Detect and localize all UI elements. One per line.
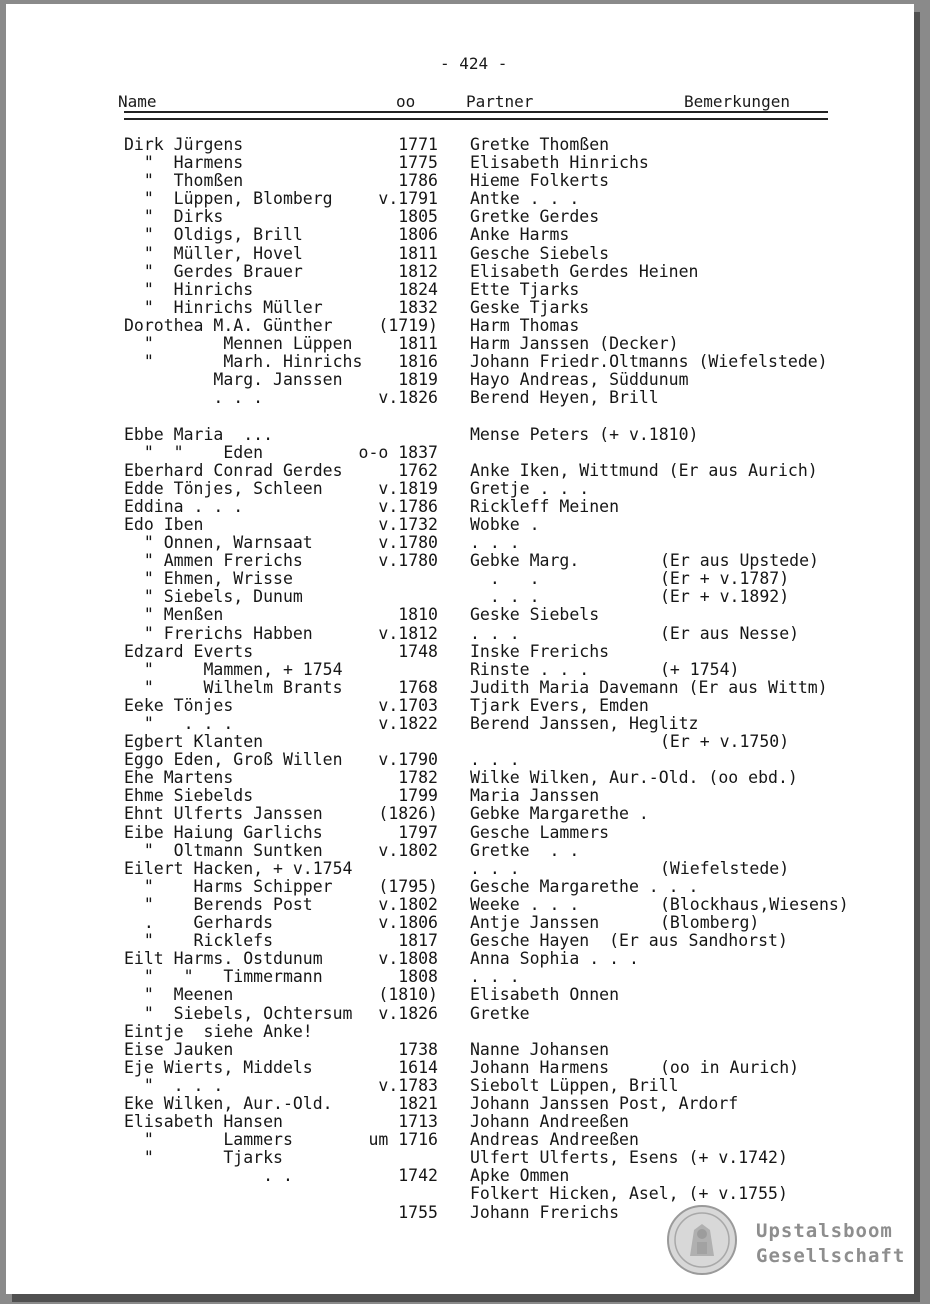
entry-oo: 1805 xyxy=(398,207,438,227)
entry-name: " . . . xyxy=(124,1075,224,1095)
entry-partner: Berend Janssen, Heglitz xyxy=(470,714,699,733)
entry-partner: Gretke Thomßen xyxy=(470,135,610,154)
entry-partner: Ette Tjarks xyxy=(470,279,580,299)
entry-partner: Gretke . . xyxy=(470,840,580,860)
entry-oo: v.1791 xyxy=(378,189,438,209)
entry-oo: 1808 xyxy=(398,967,438,987)
entry-name: " Lammers xyxy=(124,1130,293,1150)
entry-partner: Johann Andreeßen xyxy=(470,1112,629,1132)
table-row xyxy=(6,860,914,878)
entry-partner: . . xyxy=(470,569,540,589)
table-row xyxy=(6,371,914,389)
entry-name: Marg. Janssen xyxy=(124,370,343,390)
table-row xyxy=(6,281,914,299)
table-row xyxy=(6,1023,914,1041)
entry-name: " Onnen, Warnsaat xyxy=(124,533,313,553)
entry-partner: Folkert Hicken, Asel, (+ v.1755) xyxy=(470,1184,788,1204)
entry-name: " Ehmen, Wrisse xyxy=(124,569,293,589)
entry-oo: 1713 xyxy=(398,1112,438,1132)
entry-oo: 1832 xyxy=(398,297,438,317)
entry-oo: 1817 xyxy=(398,931,438,951)
entry-remark: (Er + v.1892) xyxy=(660,587,790,607)
entry-oo: (1810) xyxy=(378,985,438,1005)
table-row xyxy=(6,172,914,190)
entry-partner: Hieme Folkerts xyxy=(470,171,610,191)
table-row xyxy=(6,389,914,407)
table-row xyxy=(6,462,914,480)
table-row xyxy=(6,1041,914,1059)
header-name: Name xyxy=(118,92,157,111)
table-row xyxy=(6,914,914,932)
table-row xyxy=(6,407,914,425)
entry-name: Eise Jauken xyxy=(124,1039,234,1059)
entry-oo: v.1826 xyxy=(378,1003,438,1023)
entry-oo: v.1732 xyxy=(378,514,438,534)
register-table xyxy=(6,136,914,1222)
table-row xyxy=(6,299,914,317)
document-page xyxy=(6,4,914,1294)
entry-name: " Siebels, Dunum xyxy=(124,587,303,607)
entry-remark: (Er aus Nesse) xyxy=(660,623,800,643)
entry-name: " Lüppen, Blomberg xyxy=(124,189,333,209)
entry-oo: 1811 xyxy=(398,334,438,354)
entry-remark: (Blomberg) xyxy=(660,913,760,933)
entry-partner: Nanne Johansen xyxy=(470,1039,610,1059)
table-row xyxy=(6,263,914,281)
entry-partner: Anke Harms xyxy=(470,225,570,245)
entry-partner: Elisabeth Hinrichs xyxy=(470,153,649,173)
table-row xyxy=(6,1185,914,1203)
table-row xyxy=(6,480,914,498)
entry-name: " Dirks xyxy=(124,207,224,227)
entry-name: Ebbe Maria ... xyxy=(124,424,274,444)
entry-remark: (Blockhaus,Wiesens) xyxy=(660,894,849,914)
table-row xyxy=(6,1077,914,1095)
entry-partner: Gesche Hayen (Er aus Sandhorst) xyxy=(470,931,788,951)
table-row xyxy=(6,1095,914,1113)
entry-oo: 1762 xyxy=(398,460,438,480)
entry-remark: (+ 1754) xyxy=(660,659,740,679)
table-row xyxy=(6,805,914,823)
table-row xyxy=(6,245,914,263)
entry-partner: Johann Harmens xyxy=(470,1057,610,1077)
table-row xyxy=(6,697,914,715)
entry-oo: v.1826 xyxy=(378,388,438,408)
entry-oo: v.1802 xyxy=(378,840,438,860)
entry-name: Elisabeth Hansen xyxy=(124,1112,283,1132)
entry-partner: Mense Peters (+ v.1810) xyxy=(470,424,699,444)
table-row xyxy=(6,498,914,516)
entry-name: " Ammen Frerichs xyxy=(124,551,303,571)
entry-name: Eeke Tönjes xyxy=(124,695,234,715)
entry-name: Edzard Everts xyxy=(124,641,254,661)
entry-remark: (oo in Aurich) xyxy=(660,1057,800,1077)
entry-partner: . . . xyxy=(470,587,540,607)
entry-partner: Judith Maria Davemann (Er aus Wittm) xyxy=(470,677,828,697)
entry-name: Eje Wierts, Middels xyxy=(124,1057,313,1077)
entry-partner: Gretke xyxy=(470,1003,530,1023)
table-row xyxy=(6,426,914,444)
entry-partner: Berend Heyen, Brill xyxy=(470,388,659,408)
table-row xyxy=(6,1167,914,1185)
entry-name: " Meenen xyxy=(124,985,234,1005)
table-row xyxy=(6,932,914,950)
entry-name: " Siebels, Ochtersum xyxy=(124,1003,353,1023)
entry-name: Eddina . . . xyxy=(124,496,244,516)
entry-oo: v.1802 xyxy=(378,894,438,914)
entry-partner: Andreas Andreeßen xyxy=(470,1130,639,1150)
entry-partner: Gretje . . . xyxy=(470,478,590,498)
entry-partner: Siebolt Lüppen, Brill xyxy=(470,1075,679,1095)
table-row xyxy=(6,606,914,624)
entry-name: Egbert Klanten xyxy=(124,732,264,752)
entry-name: " " Eden xyxy=(124,442,264,462)
entry-name: " " Timmermann xyxy=(124,967,323,987)
entry-partner: Gesche Margarethe . . . xyxy=(470,876,699,896)
entry-name: Edo Iben xyxy=(124,514,204,534)
entry-partner: Gretke Gerdes xyxy=(470,207,600,227)
table-row xyxy=(6,625,914,643)
entry-name: " . . . xyxy=(124,714,234,733)
entry-partner: Gebke Marg. xyxy=(470,551,580,571)
entry-oo: 1819 xyxy=(398,370,438,390)
entry-name: Edde Tönjes, Schleen xyxy=(124,478,323,498)
entry-name: " Mennen Lüppen xyxy=(124,334,353,354)
entry-name: " Harmens xyxy=(124,153,244,173)
entry-name: Ehme Siebelds xyxy=(124,786,254,806)
table-row xyxy=(6,317,914,335)
entry-partner: Gebke Margarethe . xyxy=(470,804,649,824)
entry-name: " Müller, Hovel xyxy=(124,243,303,263)
entry-name: " Berends Post xyxy=(124,894,313,914)
entry-partner: Apke Ommen xyxy=(470,1166,570,1186)
entry-oo: 1812 xyxy=(398,261,438,281)
table-row xyxy=(6,896,914,914)
entry-oo: (1719) xyxy=(378,315,438,335)
entry-partner: . . . xyxy=(470,533,520,553)
entry-partner: . . . xyxy=(470,858,520,878)
entry-name: Eibe Haiung Garlichs xyxy=(124,822,323,842)
entry-oo: v.1790 xyxy=(378,750,438,770)
table-row xyxy=(6,226,914,244)
entry-oo: 1824 xyxy=(398,279,438,299)
entry-partner: Elisabeth Onnen xyxy=(470,985,620,1005)
table-row xyxy=(6,787,914,805)
watermark-line2: Gesellschaft xyxy=(756,1245,906,1267)
entry-partner: . . . xyxy=(470,623,520,643)
entry-name: " Oldigs, Brill xyxy=(124,225,303,245)
table-row xyxy=(6,335,914,353)
table-row xyxy=(6,661,914,679)
entry-oo: o-o 1837 xyxy=(358,442,438,462)
table-row xyxy=(6,534,914,552)
table-row xyxy=(6,588,914,606)
entry-name: " Harms Schipper xyxy=(124,876,333,896)
entry-name: " Wilhelm Brants xyxy=(124,677,343,697)
entry-oo: v.1819 xyxy=(378,478,438,498)
table-row xyxy=(6,1005,914,1023)
entry-partner: Johann Friedr.Oltmanns (Wiefelstede) xyxy=(470,352,828,372)
table-row xyxy=(6,1131,914,1149)
entry-oo: 1755 xyxy=(398,1202,438,1222)
table-row xyxy=(6,679,914,697)
entry-oo: 1782 xyxy=(398,768,438,788)
entry-oo: 1768 xyxy=(398,677,438,697)
entry-oo: v.1812 xyxy=(378,623,438,643)
entry-oo: 1811 xyxy=(398,243,438,263)
table-row xyxy=(6,1113,914,1131)
entry-oo: 1748 xyxy=(398,641,438,661)
entry-oo: 1806 xyxy=(398,225,438,245)
entry-oo: v.1780 xyxy=(378,551,438,571)
entry-name: " Hinrichs xyxy=(124,279,254,299)
table-row xyxy=(6,986,914,1004)
header-oo: oo xyxy=(396,92,416,111)
entry-partner: Antje Janssen xyxy=(470,913,600,933)
table-row xyxy=(6,950,914,968)
table-row xyxy=(6,643,914,661)
entry-name: " Marh. Hinrichs xyxy=(124,352,363,372)
entry-name: " Frerichs Habben xyxy=(124,623,313,643)
header-double-rule xyxy=(124,111,828,120)
entry-partner: . . . xyxy=(470,750,520,770)
entry-oo: v.1703 xyxy=(378,695,438,715)
entry-oo: 1738 xyxy=(398,1039,438,1059)
entry-name: Eintje siehe Anke! xyxy=(124,1021,313,1041)
entry-partner: Rinste . . . xyxy=(470,659,590,679)
entry-name: Eggo Eden, Groß Willen xyxy=(124,750,343,770)
entry-oo: 1816 xyxy=(398,352,438,372)
entry-oo: 1799 xyxy=(398,786,438,806)
entry-oo: 1614 xyxy=(398,1057,438,1077)
entry-name: Eilert Hacken, + v.1754 xyxy=(124,858,353,878)
entry-oo: 1797 xyxy=(398,822,438,842)
entry-partner: Elisabeth Gerdes Heinen xyxy=(470,261,699,281)
entry-oo: v.1822 xyxy=(378,714,438,733)
table-row xyxy=(6,824,914,842)
watermark-line1: Upstalsboom xyxy=(756,1220,893,1242)
entry-remark: (Wiefelstede) xyxy=(660,858,790,878)
entry-partner: Weeke . . . xyxy=(470,894,580,914)
header-remarks: Bemerkungen xyxy=(684,92,790,111)
entry-partner: Wobke . xyxy=(470,514,540,534)
entry-partner: Maria Janssen xyxy=(470,786,600,806)
table-row xyxy=(6,444,914,462)
table-row xyxy=(6,552,914,570)
entry-oo: 1821 xyxy=(398,1093,438,1113)
table-row xyxy=(6,715,914,733)
entry-partner: Geske Siebels xyxy=(470,605,600,625)
table-row xyxy=(6,136,914,154)
entry-oo: 1786 xyxy=(398,171,438,191)
entry-name: Ehnt Ulferts Janssen xyxy=(124,804,323,824)
table-row xyxy=(6,733,914,751)
entry-partner: Inske Frerichs xyxy=(470,641,610,661)
entry-partner: Wilke Wilken, Aur.-Old. (oo ebd.) xyxy=(470,768,798,788)
table-row xyxy=(6,570,914,588)
entry-partner: Ulfert Ulferts, Esens (+ v.1742) xyxy=(470,1148,788,1168)
entry-name: " Gerdes Brauer xyxy=(124,261,303,281)
entry-remark: (Er + v.1750) xyxy=(660,732,790,752)
table-row xyxy=(6,208,914,226)
entry-partner: Harm Thomas xyxy=(470,315,580,335)
entry-name: Ehe Martens xyxy=(124,768,234,788)
entry-partner: Hayo Andreas, Süddunum xyxy=(470,370,689,390)
watermark-text xyxy=(756,1219,905,1269)
table-row xyxy=(6,968,914,986)
entry-partner: Tjark Evers, Emden xyxy=(470,695,649,715)
entry-oo: v.1786 xyxy=(378,496,438,516)
entry-name: " Menßen xyxy=(124,605,224,625)
entry-remark: (Er + v.1787) xyxy=(660,569,790,589)
seal-icon xyxy=(666,1204,738,1276)
header-partner: Partner xyxy=(466,92,534,111)
entry-name: " Mammen, + 1754 xyxy=(124,659,343,679)
entry-name: Eilt Harms. Ostdunum xyxy=(124,949,323,969)
table-row xyxy=(6,353,914,371)
entry-name: " Ricklefs xyxy=(124,931,274,951)
entry-name: " Hinrichs Müller xyxy=(124,297,323,317)
table-row xyxy=(6,842,914,860)
table-row xyxy=(6,1149,914,1167)
entry-partner: Gesche Lammers xyxy=(470,822,610,842)
entry-oo: v.1780 xyxy=(378,533,438,553)
entry-name: " Thomßen xyxy=(124,171,244,191)
entry-name: Eberhard Conrad Gerdes xyxy=(124,460,343,480)
entry-name: . . . xyxy=(124,388,264,408)
entry-partner: Johann Frerichs xyxy=(470,1202,620,1222)
entry-partner: Rickleff Meinen xyxy=(470,496,620,516)
table-row xyxy=(6,1059,914,1077)
table-row xyxy=(6,516,914,534)
entry-partner: Harm Janssen (Decker) xyxy=(470,334,679,354)
table-row xyxy=(6,190,914,208)
entry-oo: v.1808 xyxy=(378,949,438,969)
entry-oo: (1826) xyxy=(378,804,438,824)
entry-name: " Tjarks xyxy=(124,1148,283,1168)
entry-name: . Gerhards xyxy=(124,913,274,933)
entry-oo: 1742 xyxy=(398,1166,438,1186)
entry-oo: 1810 xyxy=(398,605,438,625)
entry-partner: Gesche Siebels xyxy=(470,243,610,263)
entry-oo: um 1716 xyxy=(368,1130,438,1150)
entry-name: Dorothea M.A. Günther xyxy=(124,315,333,335)
entry-oo: v.1783 xyxy=(378,1075,438,1095)
entry-oo: 1771 xyxy=(398,135,438,154)
table-row xyxy=(6,751,914,769)
entry-partner: Johann Janssen Post, Ardorf xyxy=(470,1093,739,1113)
entry-partner: . . . xyxy=(470,967,520,987)
entry-name: Eke Wilken, Aur.-Old. xyxy=(124,1093,333,1113)
entry-oo: v.1806 xyxy=(378,913,438,933)
entry-remark: (Er aus Upstede) xyxy=(660,551,819,571)
entry-oo: 1775 xyxy=(398,153,438,173)
table-row xyxy=(6,878,914,896)
entry-oo: (1795) xyxy=(378,876,438,896)
entry-partner: Geske Tjarks xyxy=(470,297,590,317)
entry-partner: Anna Sophia . . . xyxy=(470,949,639,969)
page-number: - 424 - xyxy=(440,54,508,73)
table-row xyxy=(6,769,914,787)
entry-name: Dirk Jürgens xyxy=(124,135,244,154)
entry-name: " Oltmann Suntken xyxy=(124,840,323,860)
entry-partner: Antke . . . xyxy=(470,189,580,209)
entry-partner: Anke Iken, Wittmund (Er aus Aurich) xyxy=(470,460,818,480)
table-row xyxy=(6,154,914,172)
entry-name: . . xyxy=(124,1166,293,1186)
